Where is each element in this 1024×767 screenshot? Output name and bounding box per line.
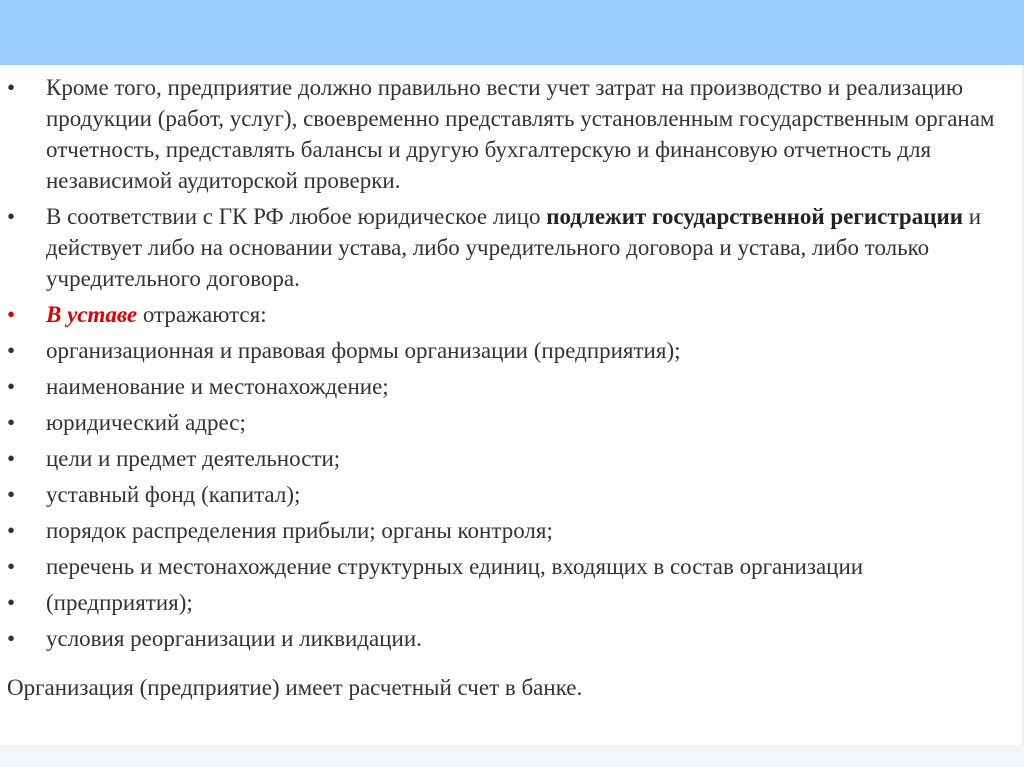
closing-statement: Организация (предприятие) имеет расчетный счет в банке. (7, 675, 583, 700)
bullet-item-structural-units (0, 551, 1024, 582)
bullet-dot-icon: • (7, 204, 16, 229)
bullet-text: наименование и местонахождение; (46, 374, 389, 399)
bullet-item-accounting (0, 72, 1024, 196)
bullet-dot-icon: • (7, 302, 16, 327)
bullet-text: условия реорганизации и ликвидации. (46, 626, 422, 651)
bullet-item-profit-distribution (0, 515, 1024, 546)
bullet-text: Кроме того, предприятие должно правильно вести учет затрат на производство и реализацию продукции (работ, услуг), своевременно представлять установленным государственным органам отчетность, представлять балансы и другую бухгалтерскую и финансовую отчетность для независимой аудиторской проверки. (46, 75, 995, 193)
bullet-text: перечень и местонахождение структурных единиц, входящих в состав организации (46, 554, 864, 579)
bullet-item-registration (0, 201, 1024, 294)
bullet-item-org-forms (0, 335, 1024, 366)
bullet-item-name-location (0, 371, 1024, 402)
bullet-text: юридический адрес; (46, 410, 246, 435)
bullet-text: отражаются: (137, 302, 267, 327)
bullet-item-charter-heading (0, 299, 1024, 330)
slide-bottom-edge (0, 745, 1024, 767)
bullet-text: уставный фонд (капитал); (46, 482, 301, 507)
bullet-text-bold: подлежит государственной регистрации (546, 204, 963, 229)
bullet-item-legal-address (0, 407, 1024, 438)
bullet-dot-icon: • (7, 554, 16, 579)
bullet-text: организационная и правовая формы организации (предприятия); (46, 338, 681, 363)
bullet-text: (предприятия); (46, 590, 193, 615)
bullet-dot-icon: • (7, 626, 16, 651)
bullet-text-emphasis: В уставе (46, 302, 138, 327)
bullet-text: В соответствии с ГК РФ любое юридическое лицо (46, 204, 547, 229)
bullet-dot-icon: • (7, 446, 16, 471)
bullet-dot-icon: • (7, 518, 16, 543)
bullet-item-enterprise (0, 587, 1024, 618)
bullet-dot-icon: • (7, 374, 16, 399)
bullet-text: и действует либо на основании устава, либо учредительного договора и устава, либо только учредительного договора. (46, 204, 982, 291)
bullet-item-reorganization (0, 623, 1024, 654)
bullet-dot-icon: • (7, 338, 16, 363)
bullet-item-capital (0, 479, 1024, 510)
bullet-text: цели и предмет деятельности; (46, 446, 341, 471)
bullet-text: порядок распределения прибыли; органы контроля; (46, 518, 553, 543)
slide-header-band (0, 0, 1024, 65)
bullet-item-goals (0, 443, 1024, 474)
bullet-dot-icon: • (7, 590, 16, 615)
bullet-dot-icon: • (7, 75, 16, 100)
bullet-dot-icon: • (7, 482, 16, 507)
bullet-list (0, 72, 1024, 659)
bullet-dot-icon: • (7, 410, 16, 435)
